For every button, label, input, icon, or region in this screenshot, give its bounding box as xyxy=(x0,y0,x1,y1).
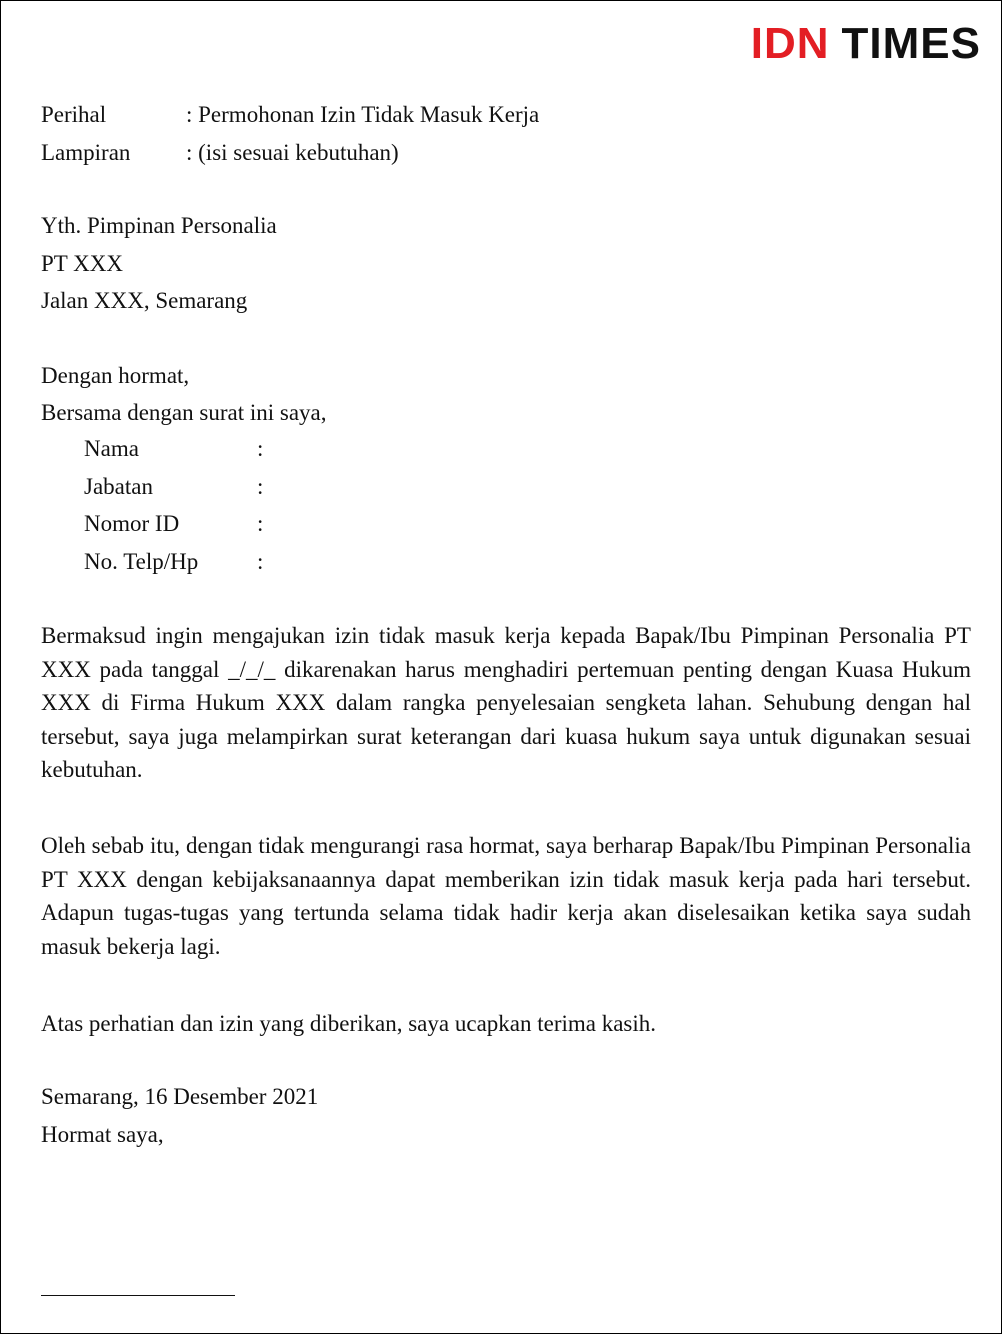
logo-times: TIMES xyxy=(841,19,981,68)
logo-idn: IDN xyxy=(750,19,830,68)
identity-label: Jabatan xyxy=(84,474,153,499)
perihal-value: : Permohonan Izin Tidak Masuk Kerja xyxy=(186,102,540,127)
identity-row-nama xyxy=(84,434,263,464)
place-date: Semarang, 16 Desember 2021 xyxy=(41,1084,319,1109)
recipient-line-3: Jalan XXX, Semarang xyxy=(41,288,248,313)
body-paragraph-2: Oleh sebab itu, dengan tidak mengurangi rasa hormat, saya berharap Bapak/Ibu Pimpinan Personalia PT XXX dengan kebijaksanaannya dapat memberikan izin tidak masuk kerja pada hari tersebut. Adapun tugas-tugas yang tertunda selama tidak hadir kerja akan diselesaikan ketika saya sudah masuk bekerja lagi. xyxy=(41,833,971,959)
greeting: Dengan hormat, xyxy=(41,363,190,388)
identity-row-jabatan xyxy=(84,472,263,502)
identity-sep: : xyxy=(257,511,264,536)
recipient-line-2: PT XXX xyxy=(41,251,124,276)
intro-line: Bersama dengan surat ini saya, xyxy=(41,400,327,425)
lampiran-label: Lampiran xyxy=(41,140,131,165)
idn-times-logo xyxy=(751,19,981,69)
identity-row-nomor-id xyxy=(84,509,263,539)
lampiran-row xyxy=(41,138,399,168)
identity-label: No. Telp/Hp xyxy=(84,549,199,574)
body-paragraph-1: Bermaksud ingin mengajukan izin tidak masuk kerja kepada Bapak/Ibu Pimpinan Personalia PT XXX pada tanggal _/_/_ dikarenakan harus menghadiri pertemuan penting dengan Kuasa Hukum XXX di Firma Hukum XXX dalam rangka penyelesaian sengketa lahan. Sehubung dengan hal tersebut, saya juga melampirkan surat keterangan dari kuasa hukum saya untuk digunakan sesuai kebutuhan. xyxy=(41,623,971,782)
body-paragraph-3: Atas perhatian dan izin yang diberikan, saya ucapkan terima kasih. xyxy=(41,1011,657,1036)
identity-row-telp xyxy=(84,547,263,577)
closing-regards: Hormat saya, xyxy=(41,1122,164,1147)
lampiran-value: : (isi sesuai kebutuhan) xyxy=(186,140,399,165)
identity-sep: : xyxy=(257,436,264,461)
signature-line xyxy=(41,1295,235,1296)
recipient-line-1: Yth. Pimpinan Personalia xyxy=(41,213,277,238)
identity-label: Nomor ID xyxy=(84,511,180,536)
perihal-row xyxy=(41,100,539,130)
identity-label: Nama xyxy=(84,436,139,461)
identity-sep: : xyxy=(257,474,264,499)
perihal-label: Perihal xyxy=(41,102,107,127)
identity-sep: : xyxy=(257,549,264,574)
